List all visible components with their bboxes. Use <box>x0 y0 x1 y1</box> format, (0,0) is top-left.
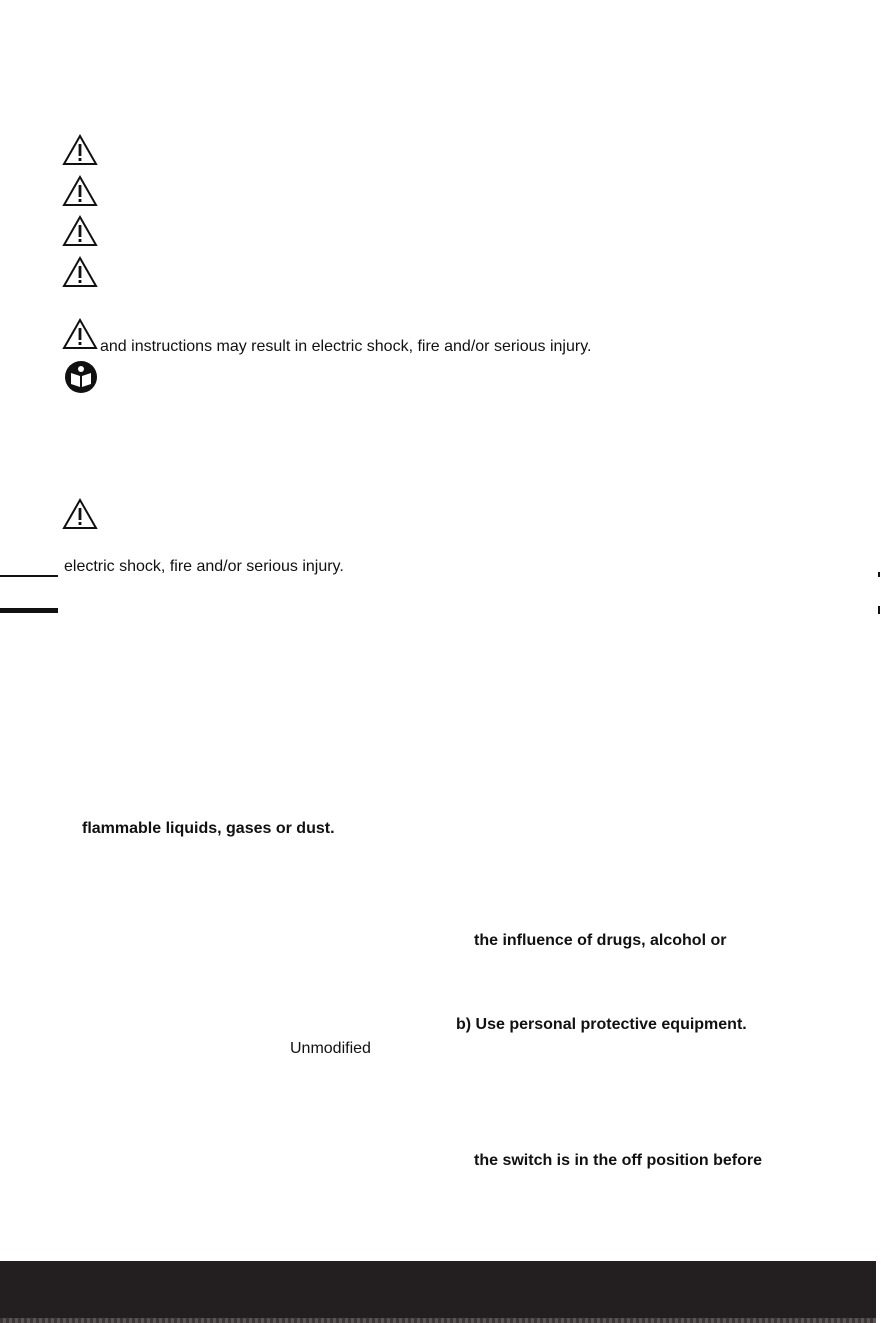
flammable-text: flammable liquids, gases or dust. <box>82 820 335 837</box>
margin-rule-thin <box>0 575 58 577</box>
instructions-result-text: and instructions may result in electric shock, fire and/or serious injury. <box>100 338 592 355</box>
warning-triangle-icon <box>62 175 98 207</box>
warning-triangle-icon <box>62 134 98 166</box>
influence-text: the influence of drugs, alcohol or <box>474 932 727 949</box>
electric-shock-text: electric shock, fire and/or serious injury. <box>64 558 344 575</box>
edge-mark <box>878 572 880 577</box>
read-manual-icon <box>64 360 98 394</box>
right-edge <box>876 1261 881 1323</box>
unmodified-text: Unmodified <box>290 1040 371 1057</box>
footer-bar <box>0 1261 881 1323</box>
edge-mark <box>878 606 880 614</box>
warning-triangle-icon <box>62 318 98 350</box>
margin-rule-thick <box>0 608 58 613</box>
warning-triangle-icon <box>62 256 98 288</box>
protective-equipment-text: b) Use personal protective equipment. <box>456 1016 747 1033</box>
footer-edge <box>0 1318 881 1323</box>
warning-triangle-icon <box>62 498 98 530</box>
switch-off-text: the switch is in the off position before <box>474 1152 763 1169</box>
warning-triangle-icon <box>62 215 98 247</box>
